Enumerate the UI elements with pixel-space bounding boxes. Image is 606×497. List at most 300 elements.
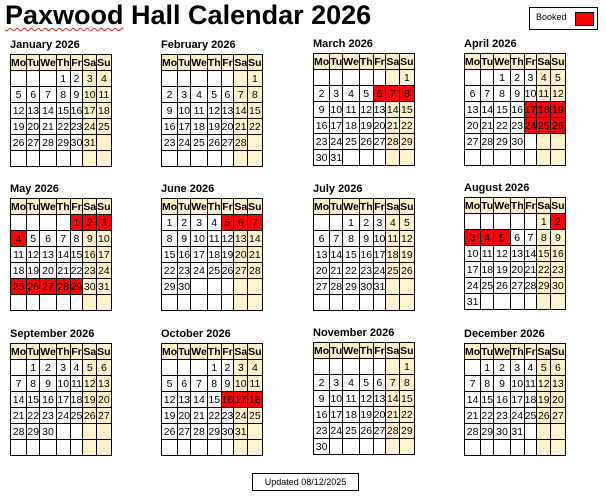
day-cell[interactable]: 9	[494, 376, 511, 392]
day-cell[interactable]: 30	[70, 136, 83, 149]
day-cell[interactable]: 10	[373, 232, 386, 245]
day-cell[interactable]: 20	[27, 120, 40, 133]
day-cell[interactable]: 28	[40, 135, 57, 151]
day-cell[interactable]: 6	[551, 360, 565, 376]
day-cell[interactable]: 30	[314, 150, 330, 166]
day-cell[interactable]: 7	[191, 376, 208, 392]
day-cell[interactable]: 25	[208, 264, 221, 277]
day-cell[interactable]: 24	[178, 136, 191, 149]
day-cell[interactable]: 7	[330, 231, 343, 247]
day-cell[interactable]: 27	[314, 279, 330, 295]
day-cell[interactable]: 19	[83, 393, 96, 406]
day-cell[interactable]: 13	[373, 392, 386, 405]
day-cell[interactable]: 6	[40, 231, 57, 247]
day-cell[interactable]: 4	[97, 71, 111, 87]
day-cell[interactable]: 5	[537, 360, 551, 376]
day-cell[interactable]: 16	[314, 118, 330, 134]
day-cell[interactable]: 16	[494, 392, 511, 408]
day-cell[interactable]: 11	[98, 88, 110, 101]
day-cell[interactable]: 2	[162, 87, 178, 103]
day-cell[interactable]: 13	[373, 103, 386, 116]
day-cell[interactable]: 8	[481, 376, 494, 392]
day-cell[interactable]: 24	[330, 424, 343, 437]
day-cell[interactable]: 12	[360, 103, 373, 116]
day-cell[interactable]: 18	[481, 263, 494, 276]
day-cell[interactable]: 10	[191, 231, 208, 247]
day-cell[interactable]: 10	[178, 104, 191, 117]
day-cell-booked[interactable]: 4	[11, 231, 27, 247]
day-cell[interactable]: 7	[234, 87, 248, 103]
day-cell[interactable]: 6	[97, 360, 111, 376]
day-cell[interactable]: 5	[551, 70, 565, 86]
day-cell[interactable]: 13	[98, 377, 110, 390]
day-cell[interactable]: 9	[510, 86, 524, 102]
day-cell[interactable]: 16	[40, 392, 57, 408]
day-cell-booked[interactable]: 3	[465, 230, 481, 246]
day-cell[interactable]: 16	[511, 103, 524, 116]
day-cell[interactable]: 20	[234, 248, 247, 261]
day-cell[interactable]: 10	[524, 87, 537, 100]
day-cell[interactable]: 15	[494, 102, 511, 118]
day-cell[interactable]: 4	[524, 360, 537, 376]
day-cell[interactable]: 14	[191, 392, 208, 408]
day-cell[interactable]: 6	[178, 376, 191, 392]
day-cell[interactable]: 1	[56, 71, 70, 87]
day-cell[interactable]: 1	[343, 215, 360, 231]
day-cell[interactable]: 20	[178, 409, 191, 422]
day-cell-booked[interactable]: 7	[386, 86, 400, 102]
day-cell[interactable]: 2	[221, 360, 234, 376]
day-cell[interactable]: 8	[400, 375, 414, 391]
day-cell[interactable]: 12	[11, 103, 27, 119]
day-cell[interactable]: 12	[208, 104, 221, 117]
day-cell-booked[interactable]: 6	[234, 215, 248, 231]
day-cell[interactable]: 11	[538, 87, 550, 100]
day-cell[interactable]: 19	[360, 408, 373, 421]
day-cell[interactable]: 30	[494, 424, 511, 440]
day-cell[interactable]: 22	[537, 263, 550, 276]
day-cell[interactable]: 28	[386, 135, 399, 148]
day-cell[interactable]: 9	[40, 376, 57, 392]
day-cell[interactable]: 30	[40, 424, 57, 440]
day-cell[interactable]: 21	[57, 264, 70, 277]
day-cell[interactable]: 14	[386, 392, 399, 405]
day-cell[interactable]: 31	[511, 425, 524, 438]
day-cell[interactable]: 24	[330, 135, 343, 148]
day-cell[interactable]: 16	[552, 247, 564, 260]
day-cell[interactable]: 10	[234, 377, 247, 390]
day-cell[interactable]: 10	[330, 103, 343, 116]
day-cell[interactable]: 24	[373, 264, 386, 277]
day-cell[interactable]: 14	[11, 392, 27, 408]
day-cell[interactable]: 29	[208, 425, 221, 438]
day-cell[interactable]: 23	[552, 263, 564, 276]
day-cell[interactable]: 25	[343, 423, 360, 439]
day-cell[interactable]: 25	[386, 264, 399, 277]
day-cell[interactable]: 20	[314, 263, 330, 279]
day-cell[interactable]: 7	[40, 87, 57, 103]
day-cell[interactable]: 22	[70, 264, 83, 277]
day-cell[interactable]: 28	[386, 424, 399, 437]
day-cell[interactable]: 9	[359, 231, 373, 247]
day-cell[interactable]: 25	[343, 134, 360, 150]
day-cell[interactable]: 30	[552, 279, 564, 292]
day-cell-booked[interactable]: 26	[27, 280, 40, 293]
day-cell[interactable]: 7	[56, 231, 70, 247]
day-cell[interactable]: 29	[537, 279, 550, 292]
day-cell[interactable]: 24	[511, 409, 524, 422]
day-cell[interactable]: 6	[510, 230, 524, 246]
day-cell[interactable]: 8	[248, 87, 262, 103]
day-cell[interactable]: 23	[314, 423, 330, 439]
day-cell[interactable]: 28	[11, 424, 27, 440]
day-cell[interactable]: 30	[314, 439, 330, 455]
day-cell[interactable]: 17	[178, 120, 191, 133]
day-cell[interactable]: 5	[27, 231, 40, 247]
day-cell[interactable]: 1	[400, 359, 414, 375]
day-cell[interactable]: 17	[191, 247, 208, 263]
day-cell[interactable]: 21	[524, 263, 537, 276]
day-cell[interactable]: 16	[162, 119, 178, 135]
day-cell[interactable]: 19	[208, 120, 221, 133]
day-cell-booked[interactable]: 5	[221, 215, 234, 231]
day-cell[interactable]: 23	[314, 134, 330, 150]
day-cell[interactable]: 22	[57, 120, 70, 133]
day-cell[interactable]: 2	[178, 215, 191, 231]
day-cell-booked[interactable]: 4	[481, 230, 494, 246]
day-cell[interactable]: 18	[98, 104, 110, 117]
day-cell[interactable]: 22	[162, 263, 178, 279]
day-cell[interactable]: 4	[248, 360, 262, 376]
day-cell[interactable]: 29	[27, 425, 40, 438]
day-cell[interactable]: 13	[552, 377, 564, 390]
day-cell[interactable]: 21	[40, 119, 57, 135]
day-cell[interactable]: 3	[524, 70, 537, 86]
day-cell[interactable]: 16	[360, 248, 373, 261]
day-cell[interactable]: 9	[70, 87, 83, 103]
day-cell[interactable]: 30	[360, 280, 373, 293]
day-cell[interactable]: 23	[162, 135, 178, 151]
day-cell[interactable]: 13	[234, 232, 247, 245]
day-cell[interactable]: 17	[465, 262, 481, 278]
day-cell[interactable]: 23	[178, 264, 191, 277]
day-cell[interactable]: 21	[234, 120, 247, 133]
day-cell[interactable]: 17	[57, 393, 70, 406]
day-cell[interactable]: 12	[537, 377, 550, 390]
day-cell[interactable]: 26	[83, 409, 96, 422]
day-cell[interactable]: 8	[70, 231, 83, 247]
day-cell[interactable]: 25	[191, 135, 208, 151]
day-cell[interactable]: 19	[401, 248, 413, 261]
day-cell[interactable]: 11	[481, 247, 493, 260]
day-cell[interactable]: 2	[70, 71, 83, 87]
day-cell[interactable]: 4	[343, 375, 360, 391]
day-cell[interactable]: 31	[330, 151, 343, 164]
day-cell[interactable]: 28	[191, 424, 208, 440]
day-cell-booked[interactable]: 3	[97, 215, 111, 231]
day-cell-booked[interactable]: 25	[11, 279, 27, 295]
day-cell[interactable]: 18	[343, 407, 360, 423]
day-cell[interactable]: 17	[373, 248, 386, 261]
day-cell[interactable]: 26	[537, 409, 550, 422]
day-cell[interactable]: 18	[11, 263, 27, 279]
day-cell[interactable]: 17	[98, 248, 110, 261]
day-cell[interactable]: 31	[465, 294, 481, 310]
day-cell[interactable]: 16	[83, 248, 96, 261]
day-cell[interactable]: 27	[98, 409, 110, 422]
day-cell[interactable]: 6	[314, 231, 330, 247]
day-cell[interactable]: 2	[359, 215, 373, 231]
day-cell[interactable]: 18	[208, 248, 221, 261]
day-cell[interactable]: 28	[465, 424, 481, 440]
day-cell[interactable]: 18	[524, 393, 537, 406]
day-cell[interactable]: 15	[27, 393, 40, 406]
day-cell[interactable]: 15	[57, 104, 70, 117]
day-cell[interactable]: 23	[40, 408, 57, 424]
day-cell[interactable]: 17	[330, 408, 343, 421]
day-cell[interactable]: 1	[481, 360, 494, 376]
day-cell[interactable]: 23	[511, 119, 524, 132]
day-cell[interactable]: 27	[234, 264, 247, 277]
day-cell[interactable]: 15	[343, 247, 360, 263]
day-cell[interactable]: 27	[178, 425, 191, 438]
day-cell-booked[interactable]: 28	[57, 280, 70, 293]
day-cell[interactable]: 25	[249, 409, 261, 422]
day-cell-booked[interactable]: 16	[221, 393, 234, 406]
day-cell[interactable]: 17	[330, 119, 343, 132]
day-cell[interactable]: 26	[221, 264, 234, 277]
day-cell[interactable]: 21	[386, 408, 399, 421]
day-cell[interactable]: 29	[401, 135, 413, 148]
day-cell[interactable]: 2	[314, 86, 330, 102]
day-cell[interactable]: 22	[401, 119, 413, 132]
day-cell[interactable]: 8	[27, 376, 40, 392]
day-cell[interactable]: 27	[221, 136, 234, 149]
day-cell[interactable]: 9	[221, 376, 234, 392]
day-cell[interactable]: 5	[400, 215, 414, 231]
day-cell[interactable]: 23	[83, 264, 96, 277]
day-cell[interactable]: 14	[481, 103, 494, 116]
day-cell[interactable]: 14	[40, 103, 57, 119]
day-cell[interactable]: 8	[56, 87, 70, 103]
day-cell[interactable]: 27	[465, 134, 481, 150]
day-cell-booked[interactable]: 2	[83, 215, 97, 231]
day-cell[interactable]: 24	[191, 263, 208, 279]
day-cell[interactable]: 25	[524, 409, 537, 422]
day-cell[interactable]: 14	[234, 104, 247, 117]
day-cell[interactable]: 26	[360, 135, 373, 148]
day-cell[interactable]: 3	[234, 360, 248, 376]
day-cell[interactable]: 24	[98, 264, 110, 277]
day-cell[interactable]: 19	[221, 248, 234, 261]
day-cell[interactable]: 11	[525, 377, 536, 390]
day-cell[interactable]: 21	[465, 408, 481, 424]
day-cell-booked[interactable]: 17	[524, 103, 537, 116]
day-cell[interactable]: 8	[537, 230, 551, 246]
day-cell[interactable]: 17	[83, 104, 96, 117]
day-cell[interactable]: 12	[552, 87, 564, 100]
day-cell[interactable]: 8	[494, 86, 511, 102]
day-cell[interactable]: 14	[465, 392, 481, 408]
day-cell[interactable]: 3	[178, 87, 191, 103]
day-cell[interactable]: 19	[360, 119, 373, 132]
day-cell[interactable]: 22	[208, 409, 221, 422]
day-cell[interactable]: 9	[178, 231, 191, 247]
day-cell[interactable]: 28	[249, 264, 261, 277]
day-cell[interactable]: 18	[191, 119, 208, 135]
day-cell[interactable]: 27	[373, 424, 386, 437]
day-cell[interactable]: 8	[207, 376, 221, 392]
day-cell[interactable]: 30	[511, 135, 524, 148]
day-cell[interactable]: 1	[400, 70, 414, 86]
day-cell-booked[interactable]: 18	[249, 393, 261, 406]
day-cell[interactable]: 6	[221, 87, 234, 103]
day-cell[interactable]: 2	[510, 70, 524, 86]
day-cell[interactable]: 27	[511, 279, 524, 292]
day-cell[interactable]: 27	[27, 136, 40, 149]
day-cell[interactable]: 26	[494, 278, 511, 294]
day-cell[interactable]: 11	[387, 232, 399, 245]
day-cell[interactable]: 22	[494, 118, 511, 134]
day-cell[interactable]: 5	[11, 87, 27, 103]
day-cell[interactable]: 11	[11, 247, 27, 263]
day-cell[interactable]: 14	[386, 103, 399, 116]
day-cell[interactable]: 18	[70, 393, 83, 406]
day-cell[interactable]: 19	[162, 408, 178, 424]
day-cell[interactable]: 23	[70, 120, 83, 133]
day-cell[interactable]: 31	[373, 280, 386, 293]
day-cell[interactable]: 31	[234, 425, 247, 438]
day-cell[interactable]: 23	[494, 408, 511, 424]
day-cell[interactable]: 1	[162, 215, 178, 231]
day-cell[interactable]: 26	[360, 424, 373, 437]
day-cell-booked[interactable]: 24	[524, 119, 537, 132]
day-cell[interactable]: 9	[83, 231, 97, 247]
day-cell[interactable]: 15	[208, 393, 221, 406]
day-cell[interactable]: 15	[162, 247, 178, 263]
day-cell[interactable]: 29	[57, 136, 70, 149]
day-cell[interactable]: 20	[465, 118, 481, 134]
day-cell[interactable]: 5	[162, 376, 178, 392]
day-cell[interactable]: 21	[191, 408, 208, 424]
day-cell[interactable]: 7	[465, 376, 481, 392]
day-cell[interactable]: 20	[373, 408, 386, 421]
day-cell[interactable]: 10	[83, 88, 96, 101]
day-cell[interactable]: 10	[57, 377, 70, 390]
day-cell[interactable]: 29	[401, 424, 413, 437]
day-cell[interactable]: 12	[401, 232, 413, 245]
day-cell[interactable]: 23	[221, 409, 234, 422]
day-cell[interactable]: 5	[83, 360, 97, 376]
day-cell[interactable]: 2	[494, 360, 511, 376]
day-cell[interactable]: 7	[11, 376, 27, 392]
day-cell[interactable]: 25	[98, 120, 110, 133]
day-cell[interactable]: 24	[465, 278, 481, 294]
day-cell[interactable]: 20	[40, 263, 57, 279]
day-cell[interactable]: 24	[83, 120, 96, 133]
day-cell[interactable]: 20	[221, 120, 234, 133]
day-cell[interactable]: 9	[314, 391, 330, 407]
day-cell[interactable]: 25	[70, 409, 83, 422]
day-cell[interactable]: 21	[249, 248, 261, 261]
day-cell[interactable]: 29	[162, 279, 178, 295]
day-cell[interactable]: 26	[208, 136, 221, 149]
day-cell[interactable]: 3	[191, 215, 208, 231]
day-cell[interactable]: 26	[401, 264, 413, 277]
day-cell[interactable]: 19	[494, 262, 511, 278]
day-cell[interactable]: 13	[40, 247, 57, 263]
day-cell[interactable]: 1	[248, 71, 262, 87]
day-cell[interactable]: 15	[70, 248, 83, 261]
day-cell[interactable]: 11	[343, 102, 360, 118]
day-cell[interactable]: 21	[481, 119, 494, 132]
day-cell[interactable]: 27	[552, 409, 564, 422]
day-cell[interactable]: 26	[11, 135, 27, 151]
day-cell-booked[interactable]: 17	[234, 393, 247, 406]
day-cell-booked[interactable]: 1	[70, 215, 83, 231]
day-cell[interactable]: 5	[359, 375, 373, 391]
day-cell[interactable]: 14	[524, 247, 537, 260]
day-cell[interactable]: 12	[360, 392, 373, 405]
day-cell[interactable]: 11	[191, 103, 208, 119]
day-cell-booked[interactable]: 8	[400, 86, 414, 102]
day-cell-booked[interactable]: 27	[40, 279, 57, 295]
day-cell[interactable]: 27	[373, 135, 386, 148]
day-cell[interactable]: 22	[27, 409, 40, 422]
day-cell[interactable]: 16	[70, 104, 83, 117]
day-cell[interactable]: 18	[343, 118, 360, 134]
day-cell[interactable]: 1	[494, 70, 511, 86]
day-cell[interactable]: 30	[83, 280, 96, 293]
day-cell[interactable]: 13	[465, 102, 481, 118]
day-cell[interactable]: 26	[162, 424, 178, 440]
day-cell[interactable]: 4	[386, 215, 400, 231]
day-cell-booked[interactable]: 19	[552, 103, 564, 116]
day-cell-booked[interactable]: 7	[248, 215, 262, 231]
day-cell[interactable]: 1	[207, 360, 221, 376]
day-cell[interactable]: 14	[249, 232, 261, 245]
day-cell[interactable]: 9	[314, 102, 330, 118]
day-cell[interactable]: 20	[373, 119, 386, 132]
day-cell[interactable]: 12	[221, 232, 234, 245]
day-cell[interactable]: 28	[481, 135, 494, 148]
day-cell[interactable]: 19	[27, 264, 40, 277]
day-cell[interactable]: 15	[481, 393, 494, 406]
day-cell[interactable]: 11	[249, 377, 261, 390]
day-cell-booked[interactable]: 25	[537, 119, 550, 132]
day-cell[interactable]: 18	[386, 248, 399, 261]
day-cell-booked[interactable]: 5	[494, 230, 511, 246]
day-cell[interactable]: 3	[83, 71, 97, 87]
day-cell[interactable]: 14	[330, 248, 343, 261]
day-cell[interactable]: 15	[537, 247, 550, 260]
day-cell[interactable]: 20	[511, 263, 524, 276]
day-cell[interactable]: 14	[57, 248, 70, 261]
day-cell[interactable]: 20	[98, 393, 110, 406]
day-cell[interactable]: 24	[57, 409, 70, 422]
day-cell[interactable]: 10	[511, 377, 524, 390]
day-cell[interactable]: 12	[27, 248, 40, 261]
day-cell[interactable]: 10	[98, 232, 110, 245]
day-cell[interactable]: 4	[343, 86, 360, 102]
day-cell[interactable]: 15	[401, 392, 413, 405]
day-cell[interactable]: 8	[162, 231, 178, 247]
day-cell[interactable]: 11	[208, 232, 220, 245]
day-cell[interactable]: 29	[481, 425, 494, 438]
day-cell[interactable]: 9	[162, 103, 178, 119]
day-cell[interactable]: 2	[40, 360, 57, 376]
day-cell[interactable]: 12	[494, 246, 511, 262]
